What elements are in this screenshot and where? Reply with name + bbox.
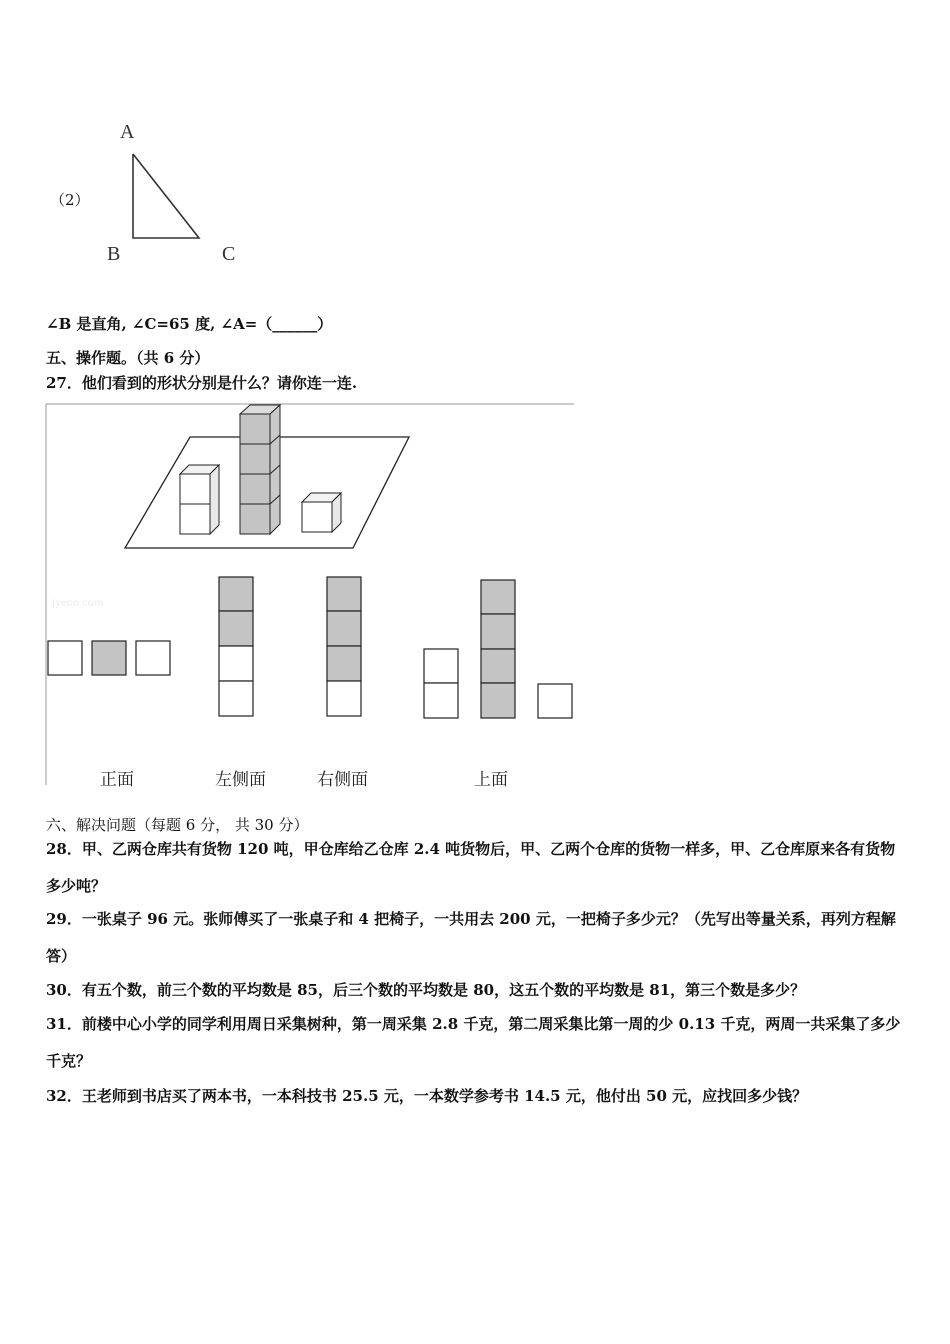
cube-stack-middle [240, 405, 280, 534]
view-option-1 [48, 641, 170, 675]
view-option-2 [219, 577, 253, 716]
ground-plane [125, 437, 409, 548]
view-label-right: 右侧面 [317, 770, 368, 790]
section-5-heading: 五、操作题。（共 6 分） [46, 349, 210, 367]
watermark: Jyeoo.com [52, 598, 104, 609]
cube-single-right [302, 493, 341, 532]
question-27: 27．他们看到的形状分别是什么？请你连一连. [46, 374, 358, 392]
question-32: 32．王老师到书店买了两本书，一本科技书 25.5 元，一本数学参考书 14.5 元，他付出 50 元，应找回多少钱？ [46, 1087, 808, 1105]
vertex-label-b: B [107, 243, 121, 265]
view-label-left: 左侧面 [215, 770, 266, 790]
question-29: 29．一张桌子 96 元。张师傅买了一张桌子和 4 把椅子，一共用去 200 元，一把椅子多少元？（先写出等量关系，再列方程解答） [46, 910, 896, 965]
question-28: 28．甲、乙两仓库共有货物 120 吨，甲仓库给乙仓库 2.4 吨货物后，甲、乙两个仓库的货物一样多，甲、乙仓库原来各有货物多少吨？ [46, 840, 896, 895]
vertex-label-c: C [222, 243, 236, 265]
view-option-4 [424, 580, 572, 718]
triangle-abc [133, 154, 199, 238]
view-label-front: 正面 [100, 770, 134, 790]
view-label-top: 上面 [474, 770, 508, 790]
cube-stack-left [180, 465, 219, 534]
question-30: 30．有五个数，前三个数的平均数是 85，后三个数的平均数是 80，这五个数的平均数是 81，第三个数是多少？ [46, 981, 806, 999]
question-number-2: （2） [50, 191, 90, 209]
question-31: 31．前楼中心小学的同学利用周日采集树种，第一周采集 2.8 千克，第二周采集比第一周的少 0.13 千克，两周一共采集了多少千克？ [46, 1015, 901, 1070]
angle-condition: ∠B 是直角, ∠C=65 度, ∠A=（______） [46, 315, 333, 333]
section-6-heading: 六、解决问题（每题 6 分， 共 30 分） [46, 816, 309, 834]
view-option-3 [327, 577, 361, 716]
vertex-label-a: A [120, 121, 135, 143]
